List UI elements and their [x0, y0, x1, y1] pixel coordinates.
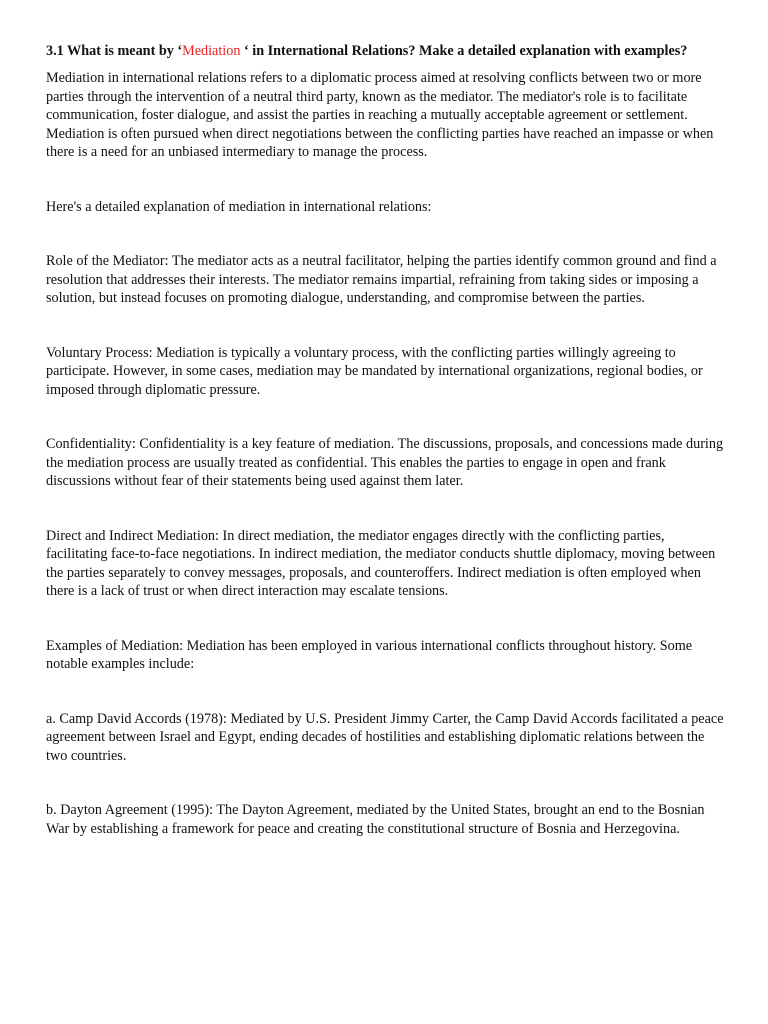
paragraph-examples-lead: Examples of Mediation: Mediation has been employed in various international conflicts throughout history. Some notable examples include: [46, 637, 693, 672]
heading-suffix: ‘ in International Relations? Make a detailed explanation with examples? [240, 43, 688, 59]
paragraph-direct-indirect: Direct and Indirect Mediation: In direct mediation, the mediator engages directly with the conflicting parties, facilitating face-to-face negotiations. In indirect mediation, the mediator conducts shuttle diplomacy, moving between the parties separately to convey messages, proposals, and counteroffers. Indirect mediation is often employed when there is a lack of trust or when direct interaction may escalate tensions. [46, 527, 716, 599]
paragraph-explanation-lead: Here's a detailed explanation of mediation in international relations: [46, 198, 432, 215]
paragraph-example-camp-david: a. Camp David Accords (1978): Mediated by U.S. President Jimmy Carter, the Camp David Accords facilitated a peace agreement between Israel and Egypt, ending decades of hostilities and establishing diplomatic relations between the two countries. [46, 710, 724, 764]
question-heading [46, 42, 726, 61]
heading-prefix: 3.1 What is meant by ‘ [46, 43, 183, 59]
document-page [46, 42, 726, 838]
paragraph-role-of-mediator: Role of the Mediator: The mediator acts as a neutral facilitator, helping the parties identify common ground and find a resolution that addresses their interests. The mediator remains impartial, refraining from taking sides or imposing a solution, but instead focuses on promoting dialogue, understanding, and compromise between the parties. [46, 253, 717, 306]
heading-accent-word: Mediation [182, 43, 241, 59]
paragraph-example-dayton: b. Dayton Agreement (1995): The Dayton Agreement, mediated by the United States, brought an end to the Bosnian War by establishing a framework for peace and creating the constitutional structure of Bosnia and Herzegovina. [46, 802, 705, 837]
paragraph-intro: Mediation in international relations refers to a diplomatic process aimed at resolving conflicts between two or more parties through the intervention of a neutral third party, known as the mediator. The mediator's role is to facilitate communication, foster dialogue, and assist the parties in reaching a mutually acceptable agreement or settlement. Mediation is often pursued when direct negotiations between the conflicting parties have reached an impasse or when there is a need for an unbiased intermediary to manage the process. [46, 70, 714, 160]
paragraph-voluntary-process: Voluntary Process: Mediation is typically a voluntary process, with the conflicting parties willingly agreeing to participate. However, in some cases, mediation may be mandated by international organizations, regional bodies, or imposed through diplomatic pressure. [46, 344, 703, 398]
paragraph-confidentiality: Confidentiality: Confidentiality is a key feature of mediation. The discussions, proposals, and concessions made during the mediation process are usually treated as confidential. This enables the parties to engage in open and frank discussions without fear of their statements being used against them later. [46, 436, 724, 489]
